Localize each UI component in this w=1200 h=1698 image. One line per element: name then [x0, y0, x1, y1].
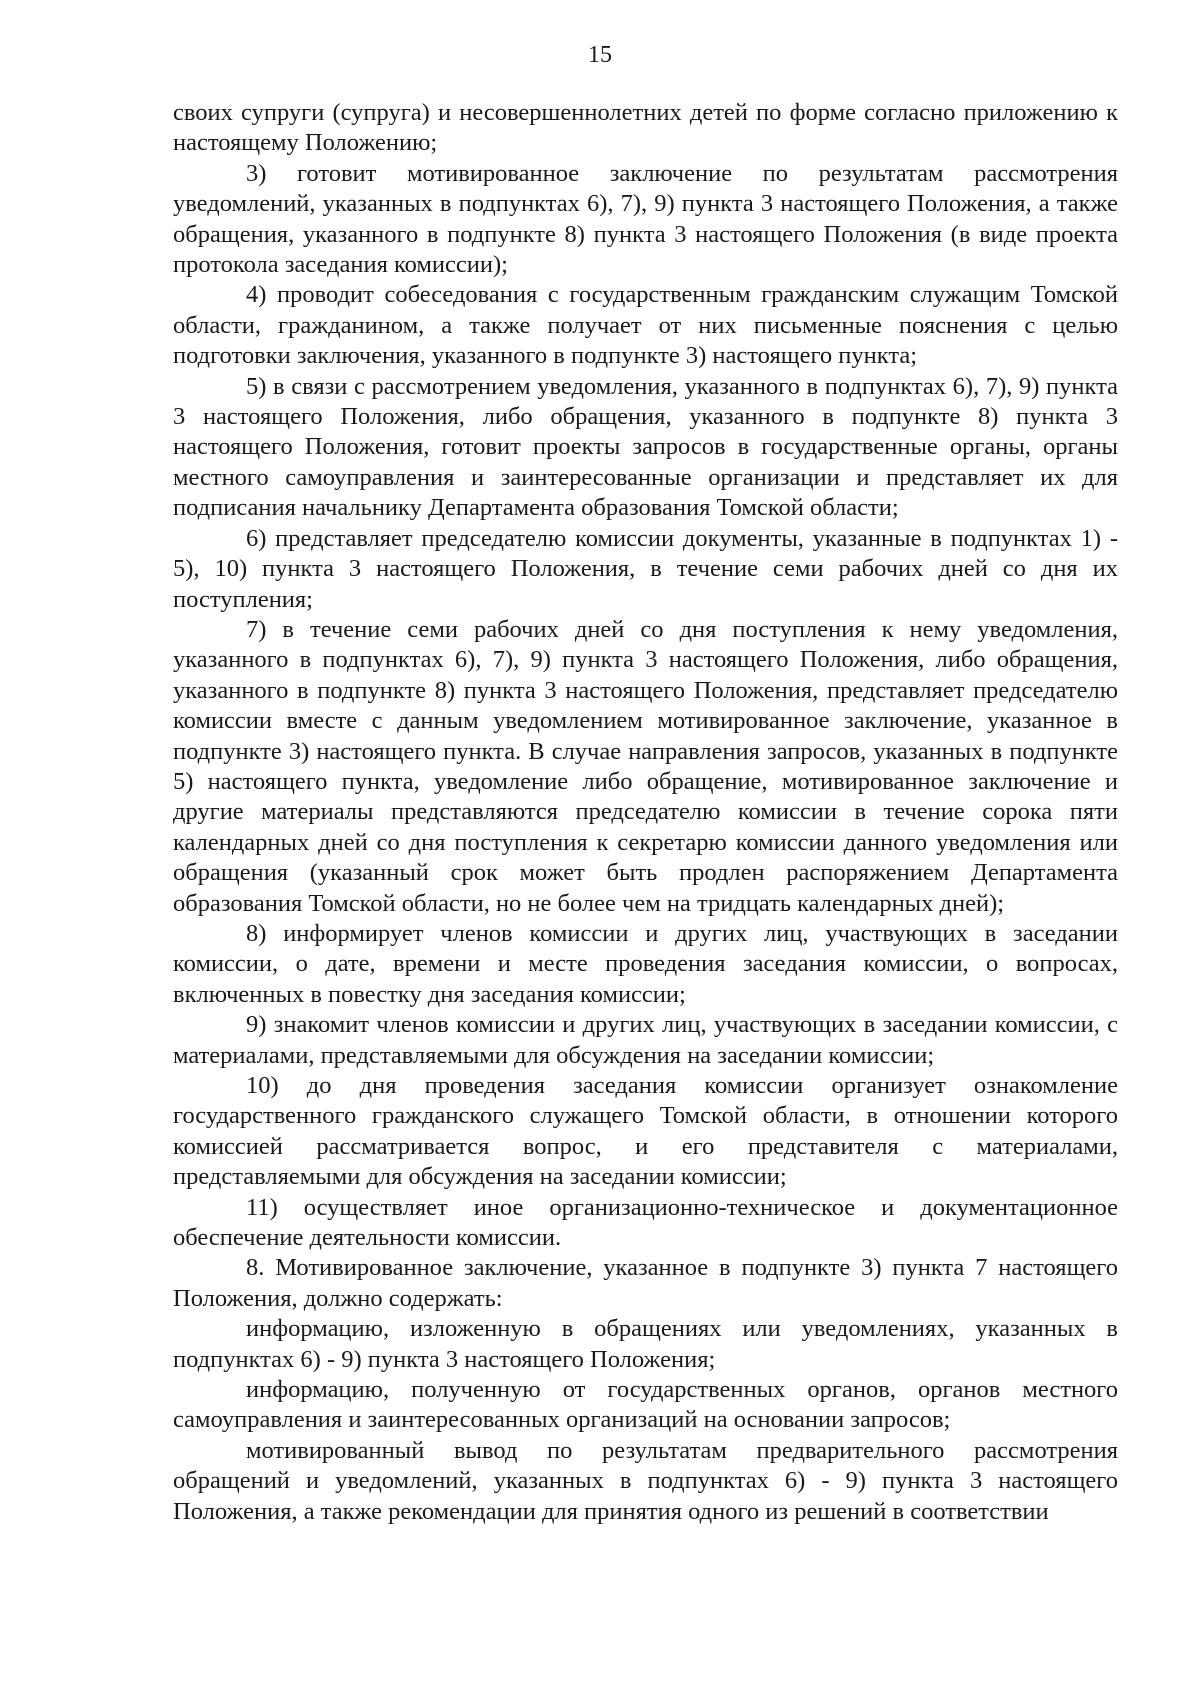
paragraph: 10) до дня проведения заседания комиссии организует ознакомление государственного гражданского служащего Томской области, в отношении которого комиссией рассматривается вопрос, и его представителя с материалами, представляемыми для обсуждения на заседании комиссии;	[173, 1072, 1118, 1191]
paragraph: 11) осуществляет иное организационно-техническое и документационное обеспечение деятельности комиссии.	[173, 1193, 1118, 1252]
document-body	[173, 98, 1118, 1527]
paragraph: 9) знакомит членов комиссии и других лиц, участвующих в заседании комиссии, с материалами, представляемыми для обсуждения на заседании комиссии;	[173, 1011, 1118, 1069]
paragraph: мотивированный вывод по результатам предварительного рассмотрения обращений и уведомлений, указанных в подпунктах 6) - 9) пункта 3 настоящего Положения, а также рекомендации для принятия одного из решений в соответствии	[173, 1436, 1118, 1525]
paragraph: 8) информирует членов комиссии и других лиц, участвующих в заседании комиссии, о дате, времени и месте проведения заседания комиссии, о вопросах, включенных в повестку дня заседания комиссии;	[173, 919, 1118, 1008]
page-number: 15	[588, 42, 612, 68]
paragraph: информацию, полученную от государственных органов, органов местного самоуправления и заинтересованных организаций на основании запросов;	[173, 1376, 1118, 1434]
paragraph: 8. Мотивированное заключение, указанное в подпункте 3) пункта 7 настоящего Положения, должно содержать:	[173, 1254, 1118, 1312]
paragraph: 5) в связи с рассмотрением уведомления, указанного в подпунктах 6), 7), 9) пункта 3 настоящего Положения, либо обращения, указанного в подпункте 8) пункта 3 настоящего Положения, готовит проекты запросов в государственные органы, органы местного самоуправления и заинтересованные организации и представляет их для подписания начальнику Департамента образования Томской области;	[173, 372, 1118, 522]
paragraph: информацию, изложенную в обращениях или уведомлениях, указанных в подпунктах 6) - 9) пункта 3 настоящего Положения;	[173, 1315, 1118, 1373]
paragraph: 4) проводит собеседования с государственным гражданским служащим Томской области, гражданином, а также получает от них письменные пояснения с целью подготовки заключения, указанного в подпункте 3) настоящего пункта;	[173, 281, 1118, 370]
paragraph: 7) в течение семи рабочих дней со дня поступления к нему уведомления, указанного в подпунктах 6), 7), 9) пункта 3 настоящего Положения, либо обращения, указанного в подпункте 8) пункта 3 настоящего Положения, представляет председателю комиссии вместе с данным уведомлением мотивированное заключение, указанное в подпункте 3) настоящего пункта. В случае направления запросов, указанных в подпункте 5) настоящего пункта, уведомление либо обращение, мотивированное заключение и другие материалы представляются председателю комиссии в течение сорока пяти календарных дней со дня поступления к секретарю комиссии данного уведомления или обращения (указанный срок может быть продлен распоряжением Департамента образования Томской области, но не более чем на тридцать календарных дней);	[173, 615, 1118, 917]
paragraph: 6) представляет председателю комиссии документы, указанные в подпунктах 1) - 5), 10) пункта 3 настоящего Положения, в течение семи рабочих дней со дня их поступления;	[173, 524, 1118, 613]
paragraph: 3) готовит мотивированное заключение по результатам рассмотрения уведомлений, указанных в подпунктах 6), 7), 9) пункта 3 настоящего Положения, а также обращения, указанного в подпункте 8) пункта 3 настоящего Положения (в виде проекта протокола заседания комиссии);	[173, 159, 1118, 279]
paragraph: своих супруги (супруга) и несовершеннолетних детей по форме согласно приложению к настоящему Положению;	[173, 99, 1118, 157]
